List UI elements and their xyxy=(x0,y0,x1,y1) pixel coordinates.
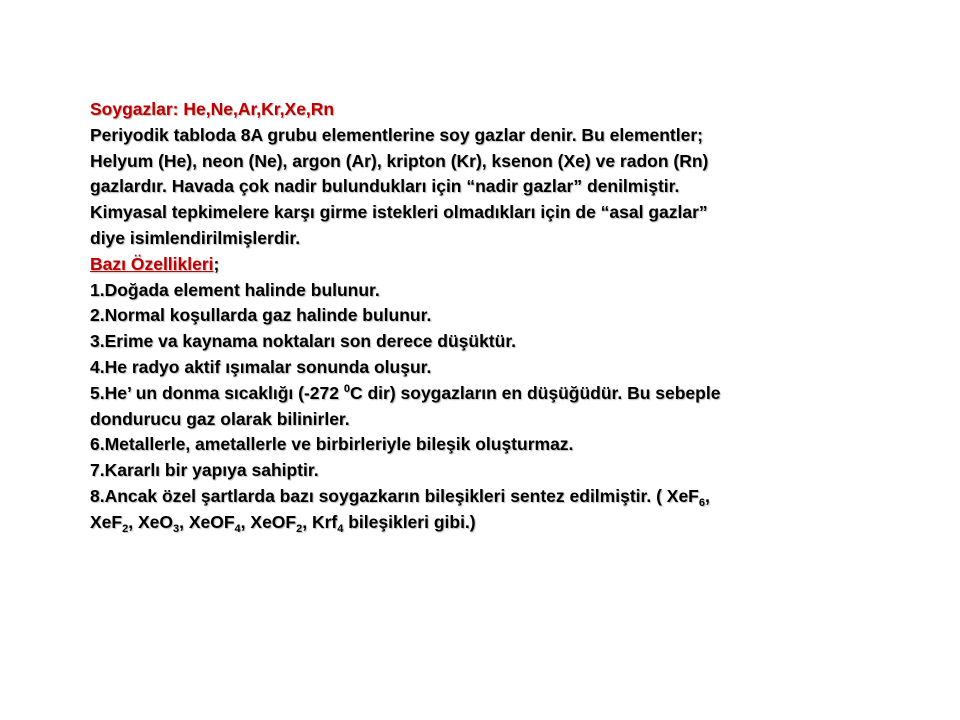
formula-subscript: 2 xyxy=(296,522,303,535)
intro-line-4 xyxy=(90,200,850,226)
property-item-6: 6.Metallerle, ametallerle ve birbirleriyle bileşik oluşturmaz. xyxy=(90,434,574,455)
formula-subscript: 3 xyxy=(172,522,180,535)
formula-krf4: , Krf xyxy=(302,511,338,532)
formula-subscript: 4 xyxy=(337,522,344,535)
property-item-8 xyxy=(90,484,850,510)
formula-xef2: XeF xyxy=(90,511,123,532)
property-item-5-continued: dondurucu gaz olarak bilinirler. xyxy=(90,408,350,429)
properties-heading: Bazı Özellikleri xyxy=(90,253,214,274)
formula-subscript: 4 xyxy=(234,522,241,535)
nadir-gazlar-term: “nadir gazlar” xyxy=(466,176,583,197)
property-item-3: 3.Erime va kaynama noktaları son derece düşüktür. xyxy=(90,331,517,352)
intro-line-2: Helyum (He), neon (Ne), argon (Ar), kripton (Kr), ksenon (Xe) ve radon (Rn) xyxy=(90,150,709,171)
formula-xeof4: , XeOF xyxy=(179,511,235,532)
intro-line-5: diye isimlendirilmişlerdir. xyxy=(90,227,301,248)
asal-gazlar-term: “asal gazlar” xyxy=(600,202,708,223)
property-item-7: 7.Kararlı bir yapıya sahiptir. xyxy=(90,460,319,481)
intro-line-1: Periyodik tabloda 8A grubu elementlerine soy gazlar denir. Bu elementler; xyxy=(90,124,703,145)
formula-xeo3: , XeO xyxy=(128,511,173,532)
intro-line-3-text-b: denilmiştir. xyxy=(582,176,680,197)
property-item-2: 2.Normal koşullarda gaz halinde bulunur. xyxy=(90,305,432,326)
property-item-5-text-b: C dir) soygazların en düşüğüdür. Bu sebeple xyxy=(349,382,721,403)
slide-title: Soygazlar: He,Ne,Ar,Kr,Xe,Rn xyxy=(90,99,335,119)
properties-heading-line xyxy=(90,252,850,278)
formula-xeof2: , XeOF xyxy=(240,511,297,532)
intro-line-4-text: Kimyasal tepkimelere karşı girme istekleri olmadıkları için de xyxy=(90,202,601,223)
slide-body xyxy=(90,97,850,536)
formula-subscript: 2 xyxy=(122,522,129,535)
formula-subscript: 6 xyxy=(698,496,705,509)
property-item-5-text-a: 5.He’ un donma sıcaklığı (-272 xyxy=(90,382,344,403)
property-item-8-text-a: 8.Ancak özel şartlarda bazı soygazkarın bileşikleri sentez edilmiştir. ( XeF xyxy=(90,485,699,506)
intro-line-3-text-a: gazlardır. Havada çok nadir bulundukları için xyxy=(90,176,467,197)
properties-heading-suffix: ; xyxy=(213,253,220,274)
property-item-8-continued xyxy=(90,510,850,536)
property-item-8-text-b: , xyxy=(705,485,710,506)
property-item-8-ending: bileşikleri gibi.) xyxy=(343,511,476,532)
property-item-1: 1.Doğada element halinde bulunur. xyxy=(90,279,380,300)
property-item-5 xyxy=(90,381,850,407)
property-item-4: 4.He radyo aktif ışımalar sonunda oluşur. xyxy=(90,356,432,377)
degree-superscript: 0 xyxy=(343,382,350,395)
intro-line-3 xyxy=(90,174,850,200)
